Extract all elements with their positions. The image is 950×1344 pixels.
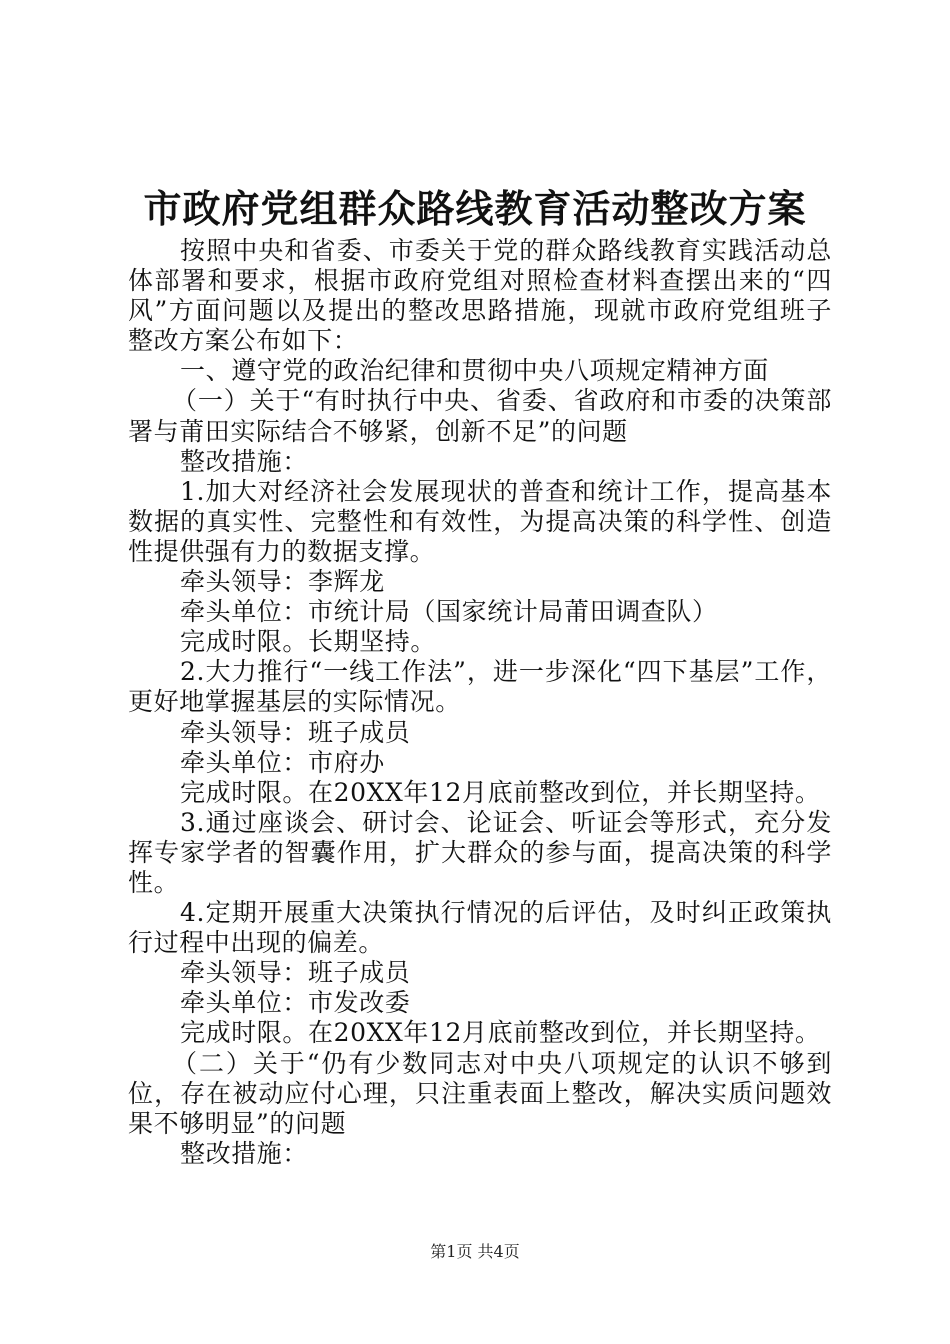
lead-leader: 牵头领导：班子成员	[180, 958, 411, 988]
lead-leader: 牵头领导：李辉龙	[180, 567, 385, 597]
issue-heading: （一）关于“有时执行中央、省委、省政府和市委的决策部署与莆田实际结合不够紧，创新不足”的问题	[128, 386, 832, 446]
lead-leader: 牵头领导：班子成员	[180, 717, 411, 747]
issue-heading: （二）关于“仍有少数同志对中央八项规定的认识不够到位，存在被动应付心理，只注重表面上整改，解决实质问题效果不够明显”的问题	[128, 1048, 832, 1138]
measure-item: 2.大力推行“一线工作法”，进一步深化“四下基层”工作，更好地掌握基层的实际情况。	[128, 657, 832, 717]
intro-paragraph: 按照中央和省委、市委关于党的群众路线教育实践活动总体部署和要求，根据市政府党组对照检查材料查摆出来的“四风”方面问题以及提出的整改思路措施，现就市政府党组班子整改方案公布如下：	[128, 236, 832, 356]
measure-item: 3.通过座谈会、研讨会、论证会、听证会等形式，充分发挥专家学者的智囊作用，扩大群众的参与面，提高决策的科学性。	[128, 807, 832, 897]
lead-unit: 牵头单位：市府办	[180, 747, 385, 777]
measures-label: 整改措施：	[180, 446, 309, 476]
deadline: 完成时限。长期坚持。	[180, 627, 437, 657]
lead-unit: 牵头单位：市统计局（国家统计局莆田调查队）	[180, 597, 718, 627]
measures-label: 整改措施：	[180, 1138, 309, 1168]
document-title: 市政府党组群众路线教育活动整改方案	[143, 186, 807, 231]
page-number: 第1页 共4页	[430, 1242, 520, 1261]
deadline: 完成时限。在20XX年12月底前整改到位，并长期坚持。	[180, 1018, 821, 1048]
measure-item: 4.定期开展重大决策执行情况的后评估，及时纠正政策执行过程中出现的偏差。	[128, 898, 832, 958]
lead-unit: 牵头单位：市发改委	[180, 988, 411, 1018]
document-body	[128, 236, 832, 1169]
section-heading: 一、遵守党的政治纪律和贯彻中央八项规定精神方面	[180, 356, 769, 386]
deadline: 完成时限。在20XX年12月底前整改到位，并长期坚持。	[180, 777, 821, 807]
measure-item: 1.加大对经济社会发展现状的普查和统计工作，提高基本数据的真实性、完整性和有效性，为提高决策的科学性、创造性提供强有力的数据支撑。	[128, 476, 832, 566]
